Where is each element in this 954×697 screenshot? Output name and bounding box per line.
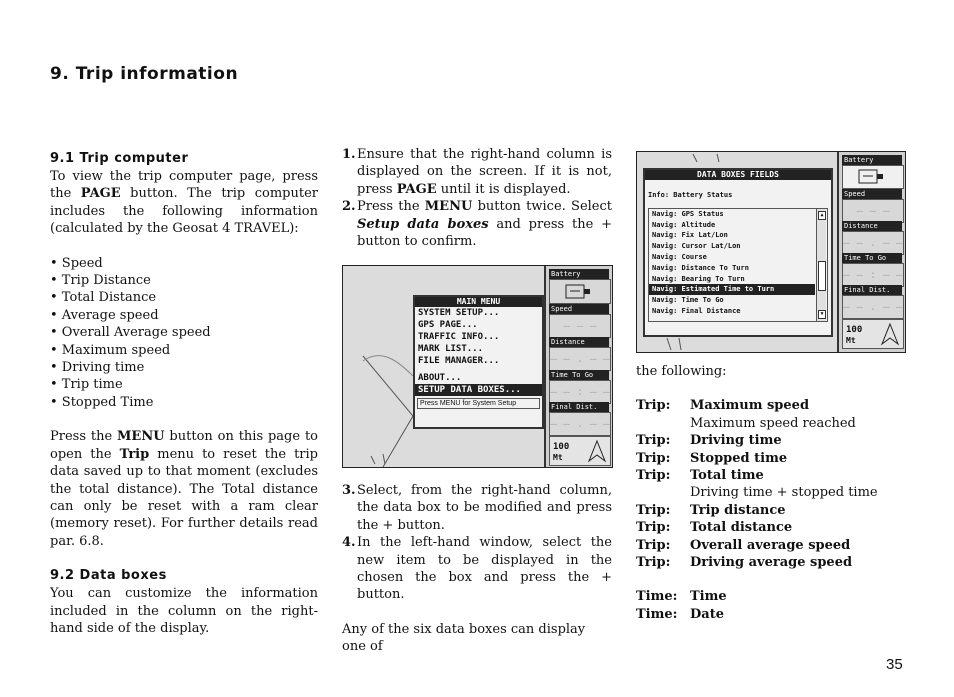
table-row (636, 519, 878, 536)
row-prefix: Trip: (636, 468, 671, 484)
fields-list-frame (648, 208, 828, 322)
list-item: • Maximum speed (50, 342, 171, 358)
time-fields-table (636, 588, 727, 623)
menu-item[interactable]: MARK LIST... (418, 344, 484, 354)
scale-value: 100 (846, 325, 863, 335)
reset-paragraph: Press the MENU button on this page to open the Trip menu to reset the trip data saved up to that moment (excludes the total distance). The Total distance can only be reset with a ram clear (memory reset). For further details read par. 6.8. (50, 429, 318, 549)
row-value: Total distance (690, 520, 793, 536)
column-left (50, 150, 318, 637)
row-value: Driving time + stopped time (690, 485, 878, 501)
data-boxes-intro: You can customize the information included in the column on the right-hand side of the display. (50, 586, 318, 636)
menu-item[interactable]: SETUP DATA BOXES... (415, 384, 542, 396)
row-prefix: Trip: (636, 555, 671, 571)
table-row (636, 588, 727, 605)
field-item[interactable]: Navig: Course (652, 252, 707, 261)
section-heading-data-boxes: 9.2 Data boxes (50, 568, 167, 584)
page-title: 9. Trip information (50, 64, 239, 84)
trip-menu-name: Trip (119, 446, 150, 462)
row-value: Driving average speed (690, 555, 853, 571)
following-text: the following: (636, 364, 727, 379)
any-data-box-text: Any of the six data boxes can display one of (342, 621, 586, 655)
row-value: Maximum speed reached (690, 415, 856, 431)
row-value: Total time (690, 468, 764, 484)
databox-label-battery: Battery (549, 269, 609, 279)
menu-item[interactable]: GPS PAGE... (418, 320, 478, 330)
column-middle-lower (342, 482, 612, 656)
databox-label-time-to-go: Time To Go (549, 370, 609, 380)
fields-list (649, 209, 815, 317)
databox-speed[interactable]: — — — (549, 314, 611, 338)
list-item: • Stopped Time (50, 394, 154, 410)
data-boxes-panel (544, 266, 613, 467)
row-prefix: Trip: (636, 520, 671, 536)
databox-label-speed: Speed (549, 304, 609, 314)
list-item: • Average speed (50, 307, 159, 323)
scale-unit: Mt (553, 453, 563, 462)
trip-computer-intro: To view the trip computer page, press the PAGE button. The trip computer includes the following information (calculated by the Geosat 4 TRAVEL): (50, 169, 318, 237)
databox-final-dist[interactable]: — — . — — (842, 295, 904, 319)
databox-label-distance: Distance (549, 337, 609, 347)
row-prefix: Trip: (636, 502, 671, 518)
north-arrow-icon (550, 437, 610, 465)
table-row (636, 502, 878, 519)
databox-label-final-dist: Final Dist. (842, 285, 902, 295)
row-prefix: Time: (636, 606, 678, 622)
field-item[interactable]: Navig: Bearing To Turn (652, 274, 745, 283)
list-item: • Driving time (50, 360, 145, 376)
menu-item[interactable]: TRAFFIC INFO... (418, 332, 500, 342)
scale-value: 100 (553, 442, 570, 452)
row-value: Date (690, 606, 724, 622)
databox-label-final-dist: Final Dist. (549, 402, 609, 412)
info-line: Info: Battery Status (648, 191, 733, 199)
list-item: • Trip time (50, 377, 123, 393)
list-item: • Total Distance (50, 290, 157, 306)
databox-final-dist[interactable]: — — . — — (549, 412, 611, 436)
row-value: Trip distance (690, 502, 786, 518)
menu-item[interactable]: ABOUT... (418, 373, 462, 383)
table-row (636, 537, 878, 554)
table-row (636, 606, 727, 623)
table-row (636, 415, 878, 432)
databox-battery-selected[interactable] (842, 165, 904, 189)
dialog-title: DATA BOXES FIELDS (645, 170, 831, 180)
column-right (636, 363, 906, 623)
trip-info-list (50, 255, 318, 412)
scroll-up-icon[interactable]: ▲ (818, 211, 826, 220)
screenshot-main-menu (342, 265, 613, 468)
row-prefix: Trip: (636, 433, 671, 449)
list-item: • Trip Distance (50, 273, 151, 289)
row-prefix (636, 415, 690, 432)
menu-item[interactable]: SYSTEM SETUP... (418, 308, 500, 318)
databox-speed[interactable]: — — — (842, 199, 904, 223)
databox-label-battery: Battery (842, 155, 902, 165)
column-middle (342, 146, 612, 250)
table-row (636, 450, 878, 467)
table-row (636, 432, 878, 449)
data-boxes-panel-2 (837, 152, 906, 352)
table-row (636, 467, 878, 484)
key-page: PAGE (80, 186, 121, 202)
scroll-thumb[interactable] (818, 261, 826, 291)
field-item[interactable]: Navig: Cursor Lat/Lon (652, 242, 741, 251)
menu-hint: Press MENU for System Setup (417, 398, 540, 409)
step-3: 3. Select, from the right-hand column, the data box to be modified and press the + button. (342, 483, 612, 533)
field-item[interactable]: Navig: Estimated Time to Turn (649, 284, 815, 295)
section-heading-trip-computer: 9.1 Trip computer (50, 151, 189, 166)
databox-time-to-go[interactable]: — — : — — (549, 380, 611, 404)
databox-label-speed: Speed (842, 189, 902, 199)
databox-distance[interactable]: — — . — — (549, 347, 611, 371)
databox-label-distance: Distance (842, 221, 902, 231)
list-item: • Speed (50, 255, 103, 271)
battery-icon (843, 166, 903, 188)
menu-item[interactable]: FILE MANAGER... (418, 356, 500, 366)
row-value: Maximum speed (690, 398, 810, 414)
table-row (636, 554, 878, 571)
trip-fields-table (636, 397, 878, 571)
row-prefix: Time: (636, 589, 678, 605)
screenshot-data-boxes-fields (636, 151, 906, 353)
field-item[interactable]: Navig: Distance To Turn (652, 263, 749, 272)
menu-title: MAIN MENU (415, 297, 542, 307)
row-prefix (636, 484, 690, 501)
north-arrow-icon (843, 320, 903, 348)
step-1: 1. Ensure that the right-hand column is displayed on the screen. If it is not, press PAGE until it is displayed. (342, 147, 612, 197)
row-prefix: Trip: (636, 398, 671, 414)
databox-label-time-to-go: Time To Go (842, 253, 902, 263)
map-scale-box (549, 436, 611, 466)
key-menu: MENU (117, 429, 165, 445)
row-value: Stopped time (690, 450, 788, 466)
main-menu-dialog (413, 295, 544, 429)
field-item[interactable]: Navig: GPS Status (652, 209, 724, 218)
row-value: Driving time (690, 433, 782, 449)
databox-time-to-go[interactable]: — — : — — (842, 263, 904, 287)
field-item[interactable]: Navig: Time To Go (652, 296, 724, 305)
row-prefix: Trip: (636, 450, 671, 466)
row-prefix: Trip: (636, 537, 671, 553)
databox-battery[interactable] (549, 279, 611, 304)
scale-unit: Mt (846, 336, 856, 345)
field-item[interactable]: Navig: Fix Lat/Lon (652, 231, 728, 240)
field-item[interactable]: Navig: Final Distance (652, 306, 741, 315)
data-boxes-fields-dialog (643, 168, 833, 337)
table-row (636, 397, 878, 414)
databox-distance[interactable]: — — . — — (842, 231, 904, 255)
scroll-down-icon[interactable]: ▼ (818, 310, 826, 319)
map-scale-box (842, 319, 904, 349)
step-4: 4. In the left-hand window, select the new item to be displayed in the chosen the box and press the + button. (342, 535, 612, 603)
field-item[interactable]: Navig: Altitude (652, 220, 716, 229)
list-item: • Overall Average speed (50, 325, 211, 341)
row-value: Time (690, 589, 727, 605)
step-2: 2. Press the MENU button twice. Select Setup data boxes and press the + button to confirm. (342, 199, 612, 250)
page-number: 35 (886, 656, 903, 673)
battery-icon (550, 280, 610, 303)
row-value: Overall average speed (690, 537, 851, 553)
fields-scrollbar[interactable] (816, 209, 826, 321)
menu-list (415, 307, 542, 396)
table-row (636, 484, 878, 501)
